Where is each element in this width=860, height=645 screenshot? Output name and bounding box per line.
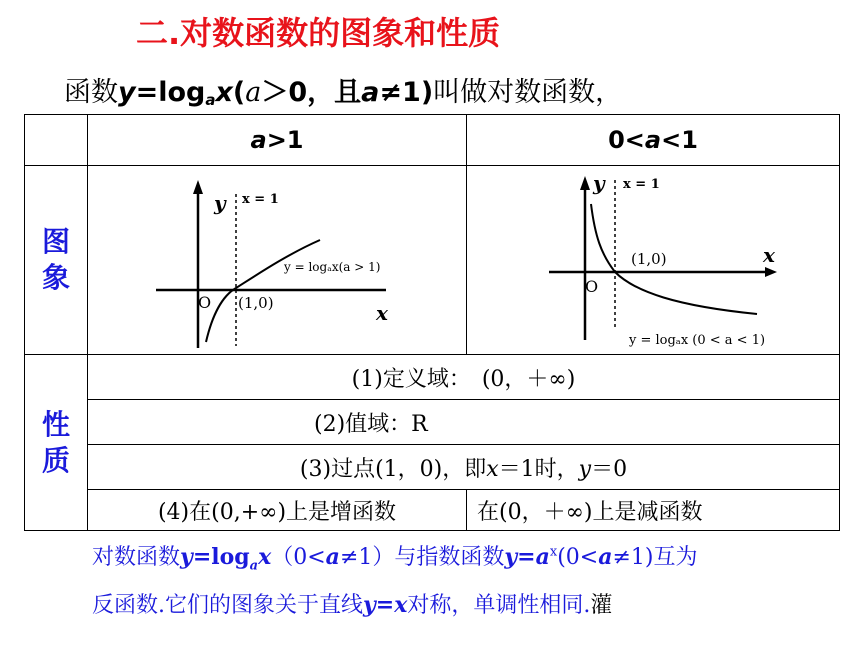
intro-gt-zero: ＞0，且 <box>261 77 362 108</box>
graph-increasing <box>88 166 466 354</box>
curve-label: y = logₐx(a > 1) <box>284 260 381 274</box>
log-curve-decreasing <box>591 204 757 314</box>
y-label: y <box>214 191 226 215</box>
inverse-note-line2: 反函数.它们的图象关于直线y=x对称，单调性相同.灌 <box>92 592 613 618</box>
header-a-between-0-1: 0<a<1 <box>467 115 840 166</box>
definition-line <box>64 70 622 109</box>
intro-sub-a: a <box>205 91 216 109</box>
property-fixed-point: (3)过点(1，0)，即x＝1时，y＝0 <box>88 445 840 490</box>
y-axis-arrow <box>580 176 590 190</box>
intro-prefix: 函数 <box>64 77 118 108</box>
intro-x: x <box>215 77 233 108</box>
origin-label: O <box>198 293 212 312</box>
intro-a2: a <box>361 77 380 108</box>
asymptote-label: x = 1 <box>242 192 279 207</box>
row-label-graph: 图象 <box>25 166 88 355</box>
asymptote-label: x = 1 <box>623 177 660 192</box>
inverse-note-line1: 对数函数$y=\log_ax(0<a\ne 1)$与指数函数$y=a^x(0<a\ne 1)$互为 <box>92 544 698 574</box>
y-axis-arrow <box>193 180 203 194</box>
graph-decreasing <box>467 166 839 354</box>
y-label: y <box>593 171 605 195</box>
intro-a1: a <box>245 77 262 108</box>
intro-neq-one: ≠1) <box>379 77 434 108</box>
page-title: 二.对数函数的图象和性质 <box>136 14 501 52</box>
intro-suffix: 叫做对数函数， <box>433 77 623 108</box>
property-decreasing: 在(0，＋∞)上是减函数 <box>467 490 840 531</box>
intro-eq-log: =log <box>135 77 206 108</box>
curve-label: y = logₐx (0 < a < 1) <box>629 333 766 348</box>
property-range: (2)值域：R <box>88 400 840 445</box>
x-axis-arrow <box>765 267 777 277</box>
header-corner <box>25 115 88 166</box>
property-domain: (1)定义域： (0，＋∞) <box>88 355 840 400</box>
property-increasing: (4)在(0,+∞)上是增函数 <box>88 490 467 531</box>
x-label: x <box>763 243 775 267</box>
properties-table <box>24 114 840 531</box>
graph-cell-increasing <box>88 166 467 355</box>
intro-y: y <box>118 77 136 108</box>
intro-paren: ( <box>232 77 246 108</box>
x-label: x <box>376 301 388 325</box>
point-label: (1,0) <box>238 294 274 312</box>
point-label: (1,0) <box>631 250 667 268</box>
header-a-gt-1: a>1 <box>88 115 467 166</box>
graph-cell-decreasing <box>467 166 840 355</box>
row-label-properties: 性质 <box>25 355 88 531</box>
origin-label: O <box>585 277 599 296</box>
